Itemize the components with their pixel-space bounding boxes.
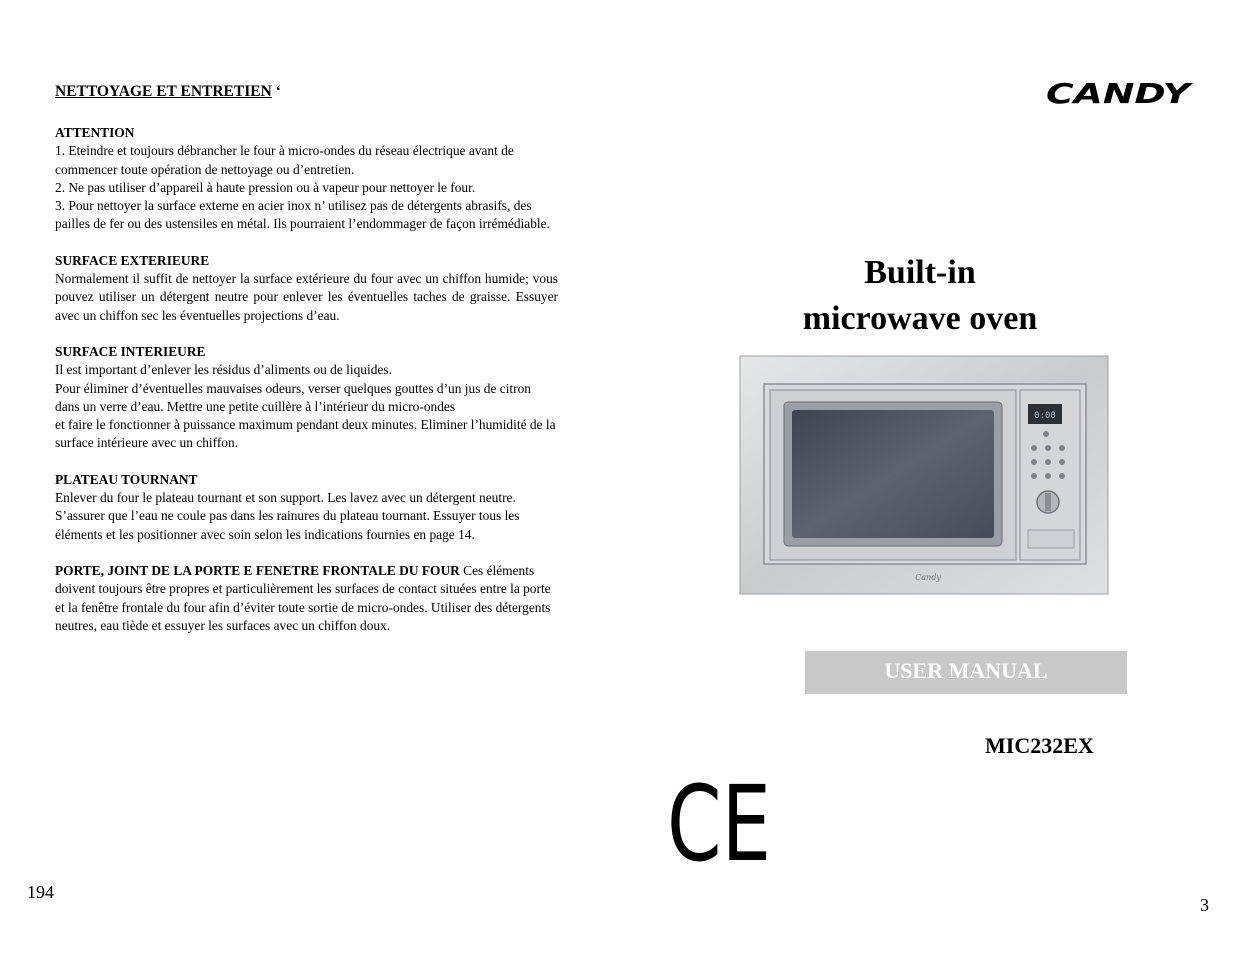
section-heading: SURFACE INTERIEURE xyxy=(55,343,206,359)
product-title: Built-in microwave oven xyxy=(802,254,1038,337)
section-heading: ATTENTION xyxy=(55,125,135,140)
section-surface-interieure xyxy=(55,343,558,453)
paragraph: 1. Eteindre et toujours débrancher le four à micro-ondes du réseau électrique avant de commencer toute opération de nettoyage ou d’entretien. xyxy=(55,143,514,177)
svg-text:CE: CE xyxy=(667,763,771,885)
paragraph: Pour éliminer d’éventuelles mauvaises odeurs, verser quelques gouttes d’un jus de citron dans un verre d’eau. Mettre une petite cuillère à l’intérieur du micro-ondes xyxy=(55,380,531,414)
svg-text:CANDY: CANDY xyxy=(1046,77,1194,110)
section-heading: PLATEAU TOURNANT xyxy=(55,471,198,487)
candy-logo xyxy=(1044,76,1192,108)
paragraph: PORTE, JOINT DE LA PORTE E FENETRE FRONTALE DU FOUR Ces éléments doivent toujours être propres et particulièrement les surfaces de contact situées entre la porte et la fenêtre frontale du four afin d’éviter toute sortie de micro-ondes. Utiliser des détergents neutres, eau tiède et essuyer les surfaces avec un chiffon doux. xyxy=(55,562,551,633)
paragraph: Enlever du four le plateau tournant et son support. Les lavez avec un détergent neutre. S’assurer que l’eau ne coule pas dans les rainures du plateau tournant. Essuyer tous les éléments et les positionner avec soin selon les indications fournies en page 14. xyxy=(55,490,520,542)
section-plateau-tournant xyxy=(55,471,558,544)
ce-mark-icon xyxy=(666,763,772,885)
paragraph: 2. Ne pas utiliser d’appareil à haute pression ou à vapeur pour nettoyer le four. xyxy=(55,179,476,195)
left-page-content xyxy=(55,82,558,653)
section-surface-exterieure xyxy=(55,252,558,325)
user-manual-banner: USER MANUAL xyxy=(805,651,1127,694)
page-title: NETTOYAGE ET ENTRETIEN ‘ xyxy=(55,83,281,100)
model-number: MIC232EX xyxy=(985,733,1094,758)
paragraph: Normalement il suffit de nettoyer la surface extérieure du four avec un chiffon humide; vous pouvez utiliser un détergent neutre pour enlever les éventuelles taches de graisse. Essuyer avec un chiffon sec les éventuelles projections d’eau. xyxy=(55,271,558,323)
section-attention xyxy=(55,124,558,234)
paragraph: Il est important d’enlever les résidus d’aliments ou de liquides. xyxy=(55,362,392,378)
page-number-right: 3 xyxy=(1200,895,1209,915)
section-porte-joint xyxy=(55,562,558,635)
section-heading: PORTE, JOINT DE LA PORTE E FENETRE FRONTALE DU FOUR xyxy=(55,562,460,578)
paragraph: 3. Pour nettoyer la surface externe en acier inox n’ utilisez pas de détergents abrasifs, des pailles de fer ou des ustensiles en métal. Ils pourraient l’endommager de façon irrémédiable. xyxy=(55,198,550,232)
microwave-oven-image xyxy=(740,356,1108,594)
paragraph: et faire le fonctionner à puissance maximum pendant deux minutes. Eliminer l’humidité de la surface intérieure avec un chiffon. xyxy=(55,417,556,451)
section-heading: SURFACE EXTERIEURE xyxy=(55,252,210,268)
svg-text:0:00: 0:00 xyxy=(1034,411,1056,421)
page-number-left: 194 xyxy=(27,882,54,902)
svg-text:Candy: Candy xyxy=(915,573,941,582)
